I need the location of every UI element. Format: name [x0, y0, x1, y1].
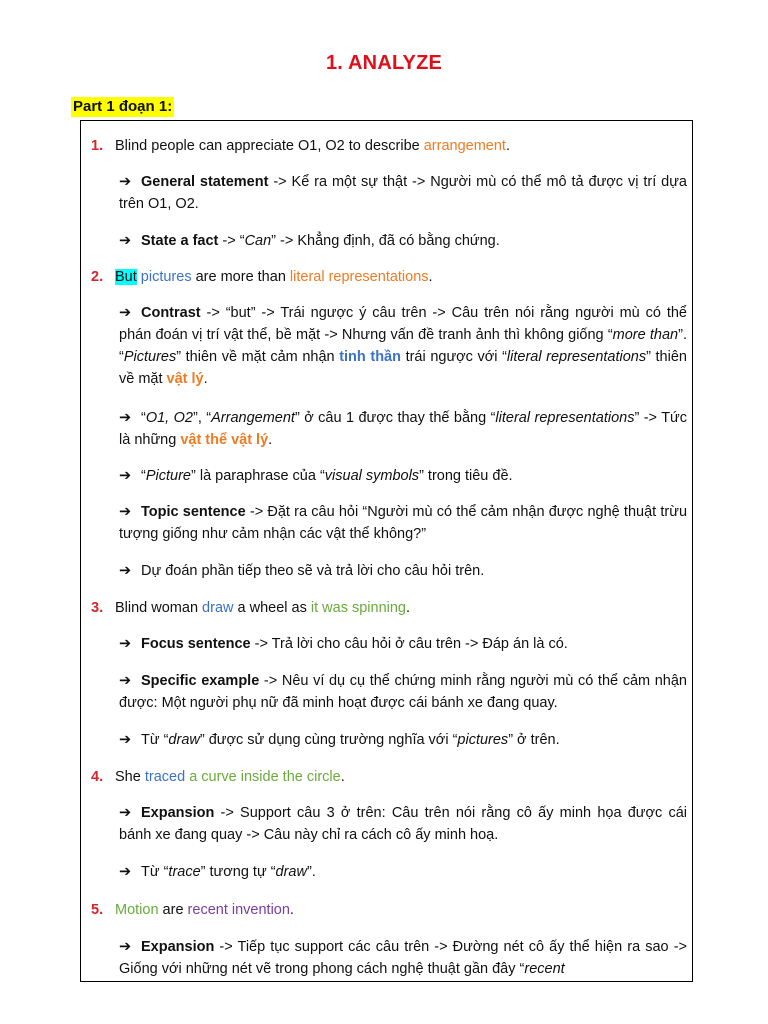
text-segment: Blind people can appreciate O1, O2 to describe — [115, 138, 424, 154]
text-segment: Specific example — [141, 673, 260, 689]
analysis-note — [119, 670, 687, 714]
analysis-note — [119, 936, 687, 980]
text-segment: Expansion — [141, 805, 215, 821]
note-text — [141, 233, 500, 249]
text-segment: State a fact — [141, 233, 219, 249]
text-segment: ” thiên về mặt — [119, 349, 687, 387]
item-number: 3. — [91, 600, 104, 616]
text-segment: pictures — [140, 269, 192, 285]
note-text — [119, 805, 687, 843]
arrow-icon: ➔ — [119, 563, 132, 579]
text-segment: literal representations — [495, 410, 635, 426]
text-segment: -> Nêu ví dụ cụ thể chứng minh rằng người mù có thể cảm nhận được: Một người phụ nữ đã minh hoạt được cái bánh xe đang quay. — [119, 673, 687, 711]
text-segment: ” -> Tức là những — [119, 410, 688, 448]
analysis-note — [119, 230, 687, 252]
text-segment: Từ “ — [141, 864, 169, 880]
text-segment: Contrast — [141, 305, 201, 321]
text-segment: draw — [202, 600, 234, 616]
text-segment: . — [405, 600, 411, 616]
text-segment: “ — [141, 468, 146, 484]
note-text — [141, 563, 484, 579]
arrow-icon: ➔ — [119, 805, 132, 821]
text-segment: are — [158, 902, 188, 918]
text-segment: draw — [168, 732, 200, 748]
analysis-note — [119, 560, 687, 582]
text-segment: literal representations — [506, 349, 647, 365]
analysis-note — [119, 465, 687, 487]
note-text — [119, 174, 687, 212]
text-segment: . — [428, 269, 433, 285]
text-segment: recent — [524, 961, 565, 977]
note-text — [141, 636, 568, 652]
arrow-icon: ➔ — [119, 673, 132, 689]
text-segment: O1, O2 — [145, 410, 193, 426]
sentence-text — [115, 266, 684, 288]
text-segment: traced — [144, 769, 186, 785]
arrow-icon: ➔ — [119, 939, 132, 955]
text-segment: ” là paraphrase của “ — [190, 468, 325, 484]
analysis-note — [119, 861, 687, 883]
text-segment: vật thể vật lý — [180, 432, 269, 448]
text-segment: . — [505, 138, 510, 154]
text-segment: ” tương tự “ — [200, 864, 276, 880]
text-segment: a curve inside the circle — [189, 769, 341, 785]
analysis-note — [119, 633, 687, 655]
arrow-icon: ➔ — [119, 305, 132, 321]
sentence-text — [115, 766, 684, 788]
text-segment: Pictures — [123, 349, 177, 365]
text-segment: ”. — [306, 864, 316, 880]
text-segment: ”, “ — [193, 410, 212, 426]
note-text — [119, 673, 687, 711]
text-segment: -> “ — [218, 233, 245, 249]
text-segment: General statement — [141, 174, 269, 190]
text-segment: Arrangement — [211, 410, 295, 426]
text-segment: Expansion — [141, 939, 215, 955]
text-segment: ”. “ — [119, 327, 687, 365]
analysis-box — [80, 120, 693, 982]
item-number: 5. — [91, 902, 104, 918]
analysis-note — [119, 729, 687, 751]
arrow-icon: ➔ — [119, 504, 132, 520]
text-segment: trái ngược với “ — [400, 349, 507, 365]
text-segment: pictures — [457, 732, 509, 748]
text-segment: visual symbols — [324, 468, 420, 484]
text-segment: Motion — [115, 902, 159, 918]
arrow-icon: ➔ — [119, 233, 132, 249]
note-text — [141, 732, 560, 748]
text-segment: -> Kể ra một sự thật -> Người mù có thể mô tả được vị trí dựa trên O1, O2. — [119, 174, 687, 212]
text-segment: literal representations — [289, 269, 429, 285]
text-segment: trace — [168, 864, 201, 880]
text-segment: ” thiên về mặt cảm nhận — [176, 349, 340, 365]
text-segment: are more than — [191, 269, 290, 285]
analysis-note — [119, 302, 687, 390]
text-segment: arrangement — [423, 138, 506, 154]
text-segment: . — [340, 769, 345, 785]
text-segment: vật lý — [166, 371, 204, 387]
item-number: 4. — [91, 769, 104, 785]
arrow-icon: ➔ — [119, 636, 132, 652]
sentence-text — [115, 899, 684, 921]
note-text — [119, 504, 687, 542]
arrow-icon: ➔ — [119, 732, 132, 748]
sentence-text — [115, 135, 684, 157]
text-segment: Từ “ — [141, 732, 169, 748]
text-segment: Blind woman — [115, 600, 203, 616]
text-segment: Can — [244, 233, 272, 249]
analysis-note — [119, 407, 687, 451]
note-text — [119, 305, 687, 387]
arrow-icon: ➔ — [119, 864, 132, 880]
text-segment: ” -> Khẳng định, đã có bằng chứng. — [271, 233, 500, 249]
text-segment: -> Đặt ra câu hỏi “Người mù có thể cảm nhận được nghệ thuật trừu tượng giống như cảm nhận các vật thể không?” — [119, 504, 688, 542]
note-text — [119, 939, 687, 977]
text-segment: -> Trả lời cho câu hỏi ở câu trên -> Đáp án là có. — [250, 636, 568, 652]
text-segment: Topic sentence — [141, 504, 246, 520]
text-segment: -> “but” -> Trái ngược ý câu trên -> Câu trên nói rằng người mù có thể phán đoán vị trí vật thể, bề mặt -> Nhưng vấn đề tranh ảnh thì không giống “ — [119, 305, 687, 343]
analysis-note — [119, 802, 687, 846]
text-segment: . — [203, 371, 208, 387]
text-segment: She — [115, 769, 145, 785]
text-segment: But — [115, 269, 137, 285]
text-segment: . — [289, 902, 294, 918]
page-title: 1. ANALYZE — [325, 52, 443, 74]
text-segment: ” ở câu 1 được thay thế bằng “ — [294, 410, 496, 426]
analysis-note — [119, 171, 687, 215]
item-number: 1. — [91, 138, 104, 154]
note-text — [141, 864, 316, 880]
text-segment: tinh thần — [339, 349, 401, 365]
text-segment: more than — [612, 327, 679, 343]
text-segment: ” ở trên. — [508, 732, 560, 748]
text-segment: a wheel as — [233, 600, 311, 616]
note-text — [141, 468, 513, 484]
arrow-icon: ➔ — [119, 174, 132, 190]
arrow-icon: ➔ — [119, 410, 132, 426]
text-segment: -> Support câu 3 ở trên: Câu trên nói rằng cô ấy minh họa được cái bánh xe đang quay -> Câu này chỉ ra cách cô ấy minh hoạ. — [119, 805, 687, 843]
analysis-note — [119, 501, 687, 545]
text-segment: -> Tiếp tục support các câu trên -> Đường nét cô ấy thể hiện ra sao -> Giống với những nét vẽ trong phong cách nghệ thuật gần đây “ — [119, 939, 687, 977]
text-segment: “ — [141, 410, 146, 426]
part-label: Part 1 đoạn 1: — [73, 98, 173, 115]
text-segment: recent invention — [187, 902, 290, 918]
sentence-text — [115, 597, 684, 619]
note-text — [119, 410, 687, 448]
text-segment: ” trong tiêu đề. — [419, 468, 513, 484]
text-segment: it was spinning — [310, 600, 406, 616]
text-segment: draw — [275, 864, 307, 880]
text-segment: Focus sentence — [141, 636, 251, 652]
text-segment: . — [268, 432, 273, 448]
arrow-icon: ➔ — [119, 468, 132, 484]
item-number: 2. — [91, 269, 104, 285]
text-segment: ” được sử dụng cùng trường nghĩa với “ — [199, 732, 458, 748]
text-segment: Picture — [145, 468, 191, 484]
text-segment: Dự đoán phần tiếp theo sẽ và trả lời cho câu hỏi trên. — [141, 563, 485, 579]
